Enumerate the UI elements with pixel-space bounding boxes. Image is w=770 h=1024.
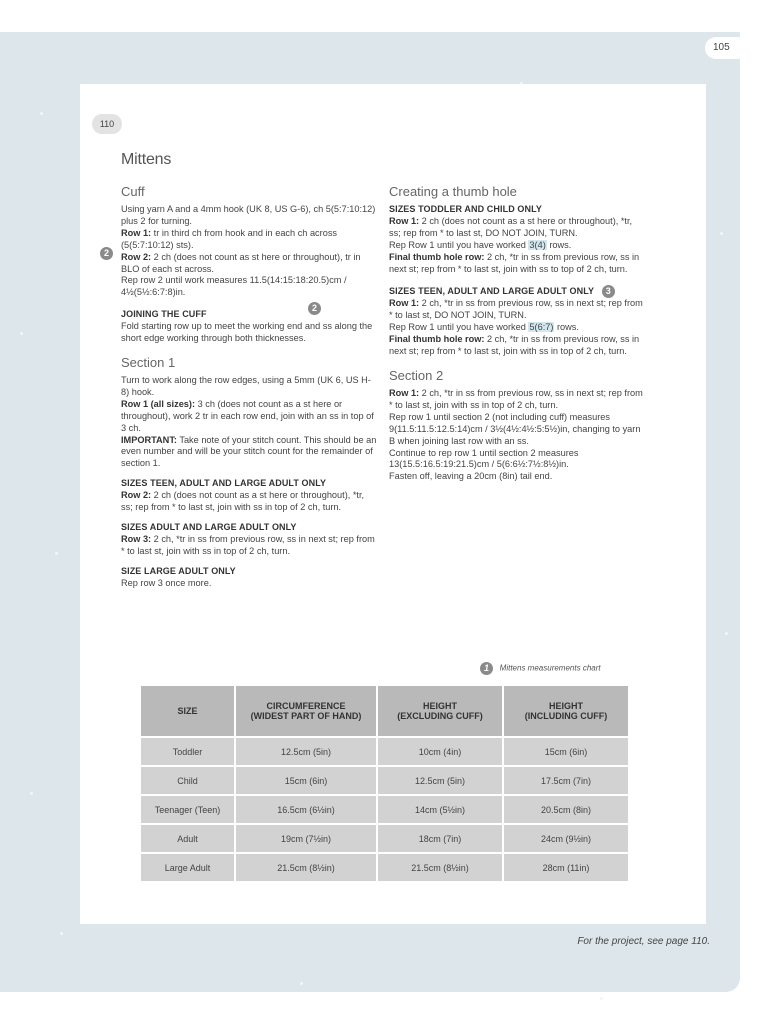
table-cell: 16.5cm (6½in) [235, 795, 377, 824]
cuff-heading: Cuff [121, 184, 145, 199]
page-title: Mittens [121, 151, 172, 168]
table-row [140, 737, 629, 766]
callout-three-marker: 3 [602, 285, 615, 298]
thumb-heading: Creating a thumb hole [389, 184, 517, 199]
table-cell: 14cm (5½in) [377, 795, 503, 824]
header-height-including: HEIGHT (INCLUDING CUFF) [503, 685, 629, 737]
table-cell: 12.5cm (5in) [377, 766, 503, 795]
table-cell: 15cm (6in) [503, 737, 629, 766]
callout-two-marker: 2 [100, 247, 113, 260]
row-label: Final thumb hole row: [389, 251, 485, 262]
row-label: Row 2: [121, 251, 152, 262]
joining-heading: JOINING THE CUFF [121, 309, 207, 320]
row-label: Row 1: [389, 387, 420, 398]
row-text: 2 ch (does not count as a st here or throughout), *tr, ss; rep from * to last st, DO NOT JOIN, TURN. [389, 215, 633, 238]
section1-important [121, 435, 377, 471]
table-cell: 21.5cm (8½in) [235, 853, 377, 882]
table-cell: 12.5cm (5in) [235, 737, 377, 766]
row-text: 2 ch, *tr in ss from previous row, ss in next st; rep from * to last st, join with ss to top of 2 ch, turn. [389, 251, 640, 274]
section2-text1: Rep row 1 until section 2 (not including cuff) measures 9(11.5:11.5:12.5:14)cm / 3½(4½:4½:5:5½)in, changing to yarn B when joining last row with an ss. [389, 411, 641, 446]
table-cell: 15cm (6in) [235, 766, 377, 795]
row-label: Row 3: [121, 533, 152, 544]
teen-thumb-heading [389, 285, 645, 298]
row-label: Row 1: [121, 227, 152, 238]
table-cell: Adult [140, 824, 235, 853]
table-cell: 18cm (7in) [377, 824, 503, 853]
row-label: Row 1: [389, 215, 420, 226]
table-row [140, 853, 629, 882]
table-row [140, 824, 629, 853]
important-label: IMPORTANT: [121, 434, 177, 445]
row-label: Row 2: [121, 490, 152, 501]
table-cell: Large Adult [140, 853, 235, 882]
chart-caption [480, 662, 601, 675]
left-column [121, 184, 377, 589]
section1-intro: Turn to work along the row edges, using a 5mm (UK 6, US H-8) hook. [121, 374, 371, 397]
important-text: Take note of your stitch count. This should be an even number and will be your stitch count for the remainder of section 1. [121, 434, 377, 469]
teen-heading: SIZES TEEN, ADULT AND LARGE ADULT ONLY [121, 478, 327, 489]
table-cell: Child [140, 766, 235, 795]
row-label: Final thumb hole row: [389, 334, 485, 345]
repeat-text: Rep Row 1 until you have worked [389, 322, 529, 333]
table-cell: 17.5cm (7in) [503, 766, 629, 795]
section2-text2: Continue to rep row 1 until section 2 measures 13(15.5:16.5:19:21.5)cm / 5(6:6½:7½:8½)in. [389, 447, 579, 470]
heading-text: SIZES TEEN, ADULT AND LARGE ADULT ONLY [389, 286, 594, 297]
cuff-repeat: Rep row 2 until work measures 11.5(14:15:18:20.5)cm / 4½(5½:6:7:8)in. [121, 275, 347, 298]
table-cell: 21.5cm (8½in) [377, 853, 503, 882]
row-text: 2 ch, *tr in ss from previous row, ss in next st; rep from * to last st, join with ss in top of 2 ch, turn. [121, 533, 375, 556]
joining-text: Fold starting row up to meet the working end and ss along the short edge working through both thicknesses. [121, 321, 373, 344]
large-heading: SIZE LARGE ADULT ONLY [121, 565, 236, 576]
footer-note: For the project, see page 110. [577, 936, 710, 947]
cuff-row2 [121, 252, 377, 276]
adult-row3 [121, 534, 377, 558]
table-cell: 20.5cm (8in) [503, 795, 629, 824]
teen-row2 [121, 490, 377, 514]
section2-row1 [389, 388, 645, 412]
thumb-repeat [389, 240, 645, 252]
row-text: 2 ch (does not count as st here or throughout), tr in BLO of each st across. [121, 251, 361, 274]
right-column [389, 184, 645, 483]
thumb-final-row [389, 252, 645, 276]
adult-heading: SIZES ADULT AND LARGE ADULT ONLY [121, 521, 297, 532]
section1-heading: Section 1 [121, 354, 176, 370]
table-cell: 10cm (4in) [377, 737, 503, 766]
row-text: 2 ch, *tr in ss from previous row, ss in next st; rep from * to last st, join with ss in top of 2 ch, turn. [389, 334, 640, 357]
repeat-text: Rep Row 1 until you have worked [389, 239, 529, 250]
outer-page-number: 105 [705, 37, 770, 59]
highlighted-count: 3(4) [529, 239, 546, 250]
header-size: SIZE [140, 685, 235, 737]
row-text: 2 ch, *tr in ss from previous row, ss in next st; rep from * to last st, join with ss in top of 2 ch, turn. [389, 387, 643, 410]
highlighted-count: 5(6:7) [529, 322, 554, 333]
table-cell: 19cm (7½in) [235, 824, 377, 853]
cuff-intro: Using yarn A and a 4mm hook (UK 8, US G-6), ch 5(5:7:10:12) plus 2 for turning. [121, 204, 376, 226]
repeat-text-end: rows. [546, 239, 572, 250]
thumb-child-heading: SIZES TODDLER AND CHILD ONLY [389, 204, 542, 214]
cuff-row1 [121, 228, 377, 252]
header-height-excluding: HEIGHT (EXCLUDING CUFF) [377, 685, 503, 737]
section2-heading: Section 2 [389, 367, 444, 383]
row-label: Row 1 (all sizes): [121, 398, 196, 409]
table-row [140, 766, 629, 795]
callout-two-marker-secondary: 2 [308, 302, 321, 315]
teen-thumb-row1 [389, 298, 645, 322]
caption-text: Mittens measurements chart [499, 663, 601, 673]
section1-row1 [121, 399, 377, 435]
page-number-badge: 110 [92, 114, 122, 134]
thumb-row1 [389, 216, 645, 240]
callout-one-marker: 1 [480, 662, 493, 675]
table-cell: 24cm (9½in) [503, 824, 629, 853]
table-cell: Toddler [140, 737, 235, 766]
measurements-table [139, 684, 630, 883]
row-text: 2 ch, *tr in ss from previous row, ss in next st; rep from * to last st, DO NOT JOIN, TURN. [389, 298, 643, 321]
table-row [140, 795, 629, 824]
row-text: tr in third ch from hook and in each ch across (5(5:7:10:12) sts). [121, 227, 338, 250]
row-label: Row 1: [389, 298, 420, 309]
teen-thumb-repeat [389, 322, 645, 334]
table-cell: Teenager (Teen) [140, 795, 235, 824]
large-text: Rep row 3 once more. [121, 577, 212, 588]
teen-thumb-final-row [389, 334, 645, 358]
table-header-row [140, 685, 629, 737]
header-circumference: CIRCUMFERENCE (WIDEST PART OF HAND) [235, 685, 377, 737]
row-text: 2 ch (does not count as a st here or throughout), *tr, ss; rep from * to last st, join with ss in top of 2 ch, turn. [121, 490, 365, 513]
section2-text3: Fasten off, leaving a 20cm (8in) tail end. [389, 471, 553, 482]
table-cell: 28cm (11in) [503, 853, 629, 882]
repeat-text-end: rows. [554, 322, 579, 333]
row-text: 3 ch (does not count as a st here or throughout), work 2 tr in each row end, join with an ss in top of 3 ch. [121, 398, 374, 433]
